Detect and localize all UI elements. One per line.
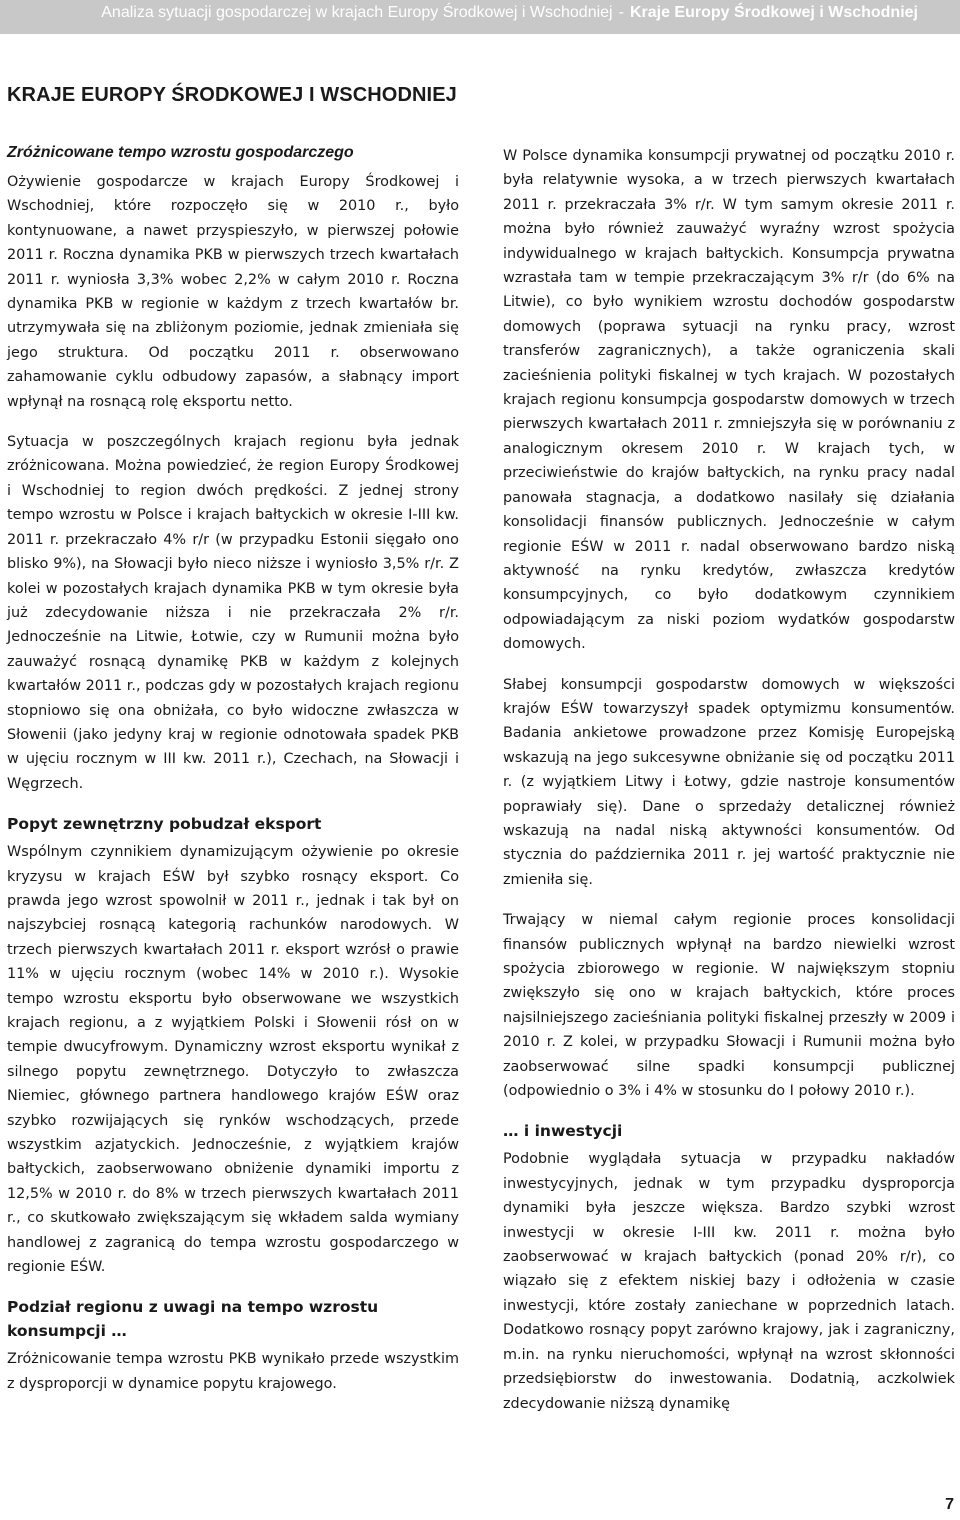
section-heading-growth: Zróżnicowane tempo wzrostu gospodarczego <box>7 144 354 161</box>
paragraph: Ożywienie gospodarcze w krajach Europy Środkowej i Wschodniej, które rozpoczęło się w 2010 r., było kontynuowane, a nawet przyspieszyło, w pierwszej połowie 2011 r. Roczna dynamika PKB w pierwszych trzech kwartałach 2011 r. wyniosła 3,3% wobec 2,2% w całym 2010 r. Roczna dynamika PKB w regionie w każdym z trzech kwartałów br. utrzymywała się na zbliżonym poziomie, jednak zmieniała się jego struktura. Od początku 2011 r. obserwowano zahamowanie cyklu odbudowy zapasów, a słabnący import wpłynął na rosnącą rolę eksportu netto. <box>7 174 459 410</box>
page-number: 7 <box>945 1496 954 1513</box>
paragraph: Podobnie wyglądała sytuacja w przypadku nakładów inwestycyjnych, jednak w tym przypadku dysproporcja dynamiki była jeszcze większa. Bardzo szybki wzrost inwestycji w okresie I-III kw. 2011 r. można było zaobserwować w krajach bałtyckich (ponad 20% r/r), co wiązało się z efektem niskiej bazy i odłożenia w czasie inwestycji, które zostały zaniechane w poprzednich latach. Dodatkowo rosnący popyt zarówno krajowy, jak i zagraniczny, m.in. na rynku nieruchomości, wpłynął na wzrost skłonności przedsiębiorstw do inwestowania. Dodatnią, aczkolwiek zdecydowanie niższą dynamikę <box>503 1151 955 1412</box>
page-title: KRAJE EUROPY ŚRODKOWEJ I WSCHODNIEJ <box>7 84 457 106</box>
left-column <box>7 144 459 1412</box>
right-column <box>503 144 955 1432</box>
running-header <box>0 0 960 34</box>
subheading-consumption: Podział regionu z uwagi na tempo wzrostu konsumpcji … <box>7 1298 379 1341</box>
paragraph: Wspólnym czynnikiem dynamizującym ożywienie po okresie kryzysu w krajach EŚW był szybko rosnący eksport. Co prawda jego wzrost spowolnił w 2011 r., jednak i tak był on najszybciej rosnącą kategorią rachunków narodowych. W trzech pierwszych kwartałach 2011 r. eksport wzrósł o prawie 11% w ujęciu rocznym (wobec 14% w 2010 r.). Wysokie tempo wzrostu eksportu było obserwowane we wszystkich krajach regionu, a z wyjątkiem Polski i Słowenii rósł on w tempie dwucyfrowym. Dynamiczny wzrost eksportu wynikał z silnego popytu zewnętrznego. Dotyczyło to zwłaszcza Niemiec, głównego partnera handlowego krajów EŚW oraz szybko rozwijających się rynków wschodzących, przede wszystkim azjatyckich. Jednocześnie, z wyjątkiem krajów bałtyckich, zaobserwowano obniżenie dynamiki importu z 12,5% w 2010 r. do 8% w trzech pierwszych kwartałach 2011 r., co skutkowało zwiększającym się wkładem salda wymiany handlowej z zagranicą do tempa wzrostu gospodarczego w regionie EŚW. <box>7 844 459 1276</box>
subheading-export: Popyt zewnętrzny pobudzał eksport <box>7 815 322 834</box>
paragraph: Słabej konsumpcji gospodarstw domowych w większości krajów EŚW towarzyszył spadek optymizmu konsumentów. Badania ankietowe prowadzone przez Komisję Europejską wskazują na jego sukcesywne obniżanie się od początku 2011 r. (z wyjątkiem Litwy i Łotwy, gdzie nastroje konsumentów poprawiały się). Dane o sprzedaży detalicznej również wskazują na nadal niską aktywności konsumentów. Od stycznia do października 2011 r. jej wartość praktycznie nie zmieniła się. <box>503 676 955 888</box>
header-separator: - <box>618 4 624 21</box>
paragraph: W Polsce dynamika konsumpcji prywatnej od początku 2010 r. była relatywnie wysoka, a w trzech pierwszych kwartałach 2011 r. przekraczała 3% r/r. W tym samym okresie 2011 r. można było również zauważyć wyraźny wzrost spożycia indywidualnego w krajach bałtyckich. Konsumpcja prywatna wzrastała tam w tempie przekraczającym 3% r/r (do 6% na Litwie), co było wynikiem wzrostu dochodów gospodarstw domowych (poprawa sytuacji na rynku pracy, wzrost transferów zagranicznych), a także ograniczenia skali zacieśnienia polityki fiskalnej w tych krajach. W pozostałych krajach regionu konsumpcja gospodarstw domowych w trzech pierwszych kwartałach 2011 r. zmniejszyła się w porównaniu z analogicznym okresem 2010 r. W krajach tych, w przeciwieństwie do krajów bałtyckich, na rynku pracy nadal panowała stagnacja, a dodatkowo nasilały się działania konsolidacji finansów publicznych. Jednocześnie w całym regionie EŚW w 2011 r. nadal obserwowano bardzo niską aktywność na rynku kredytów, zwłaszcza kredytów konsumpcyjnych, co było dodatkowym czynnikiem odpowiadającym za niski poziom wydatków gospodarstw domowych. <box>503 148 955 653</box>
paragraph: Sytuacja w poszczególnych krajach regionu była jednak zróżnicowana. Można powiedzieć, że region Europy Środkowej i Wschodniej to region dwóch prędkości. Z jednej strony tempo wzrostu w Polsce i krajach bałtyckich w okresie I-III kw. 2011 r. przekraczało 4% r/r (w przypadku Estonii sięgało ono blisko 9%), na Słowacji było nieco niższe i wyniosło 3,5% r/r. Z kolei w pozostałych krajach dynamika PKB w tym okresie była już zdecydowanie niższa i nie przekraczała 2% r/r. Jednocześnie na Litwie, Łotwie, czy w Rumunii można było zauważyć rosnącą dynamikę PKB w każdym z kolejnych kwartałów 2011 r., podczas gdy w pozostałych krajach regionu stopniowo się ona obniżała, co było widoczne zwłaszcza w Słowenii (jako jedyny kraj w regionie odnotowała spadek PKB w ujęciu rocznym w III kw. 2011 r.), Czechach, na Słowacji i Węgrzech. <box>7 434 459 792</box>
subheading-investment: … i inwestycji <box>503 1122 623 1141</box>
header-section-title: Kraje Europy Środkowej i Wschodniej <box>629 4 918 21</box>
header-doc-title: Analiza sytuacji gospodarczej w krajach Europy Środkowej i Wschodniej <box>101 4 613 21</box>
running-header-text <box>101 4 918 22</box>
paragraph: Zróżnicowanie tempa wzrostu PKB wynikało przede wszystkim z dysproporcji w dynamice popytu krajowego. <box>7 1351 459 1392</box>
paragraph: Trwający w niemal całym regionie proces konsolidacji finansów publicznych wpłynął na bardzo niewielki wzrost spożycia zbiorowego w regionie. W największym stopniu zwiększyło się ono w krajach bałtyckich, które proces najsilniejszego zacieśniania polityki fiskalnej przeszły w 2009 i 2010 r. Z kolei, w przypadku Słowacji i Rumunii można było zaobserwować silne spadki konsumpcji publicznej (odpowiednio o 3% i 4% w stosunku do I połowy 2010 r.). <box>503 912 955 1100</box>
